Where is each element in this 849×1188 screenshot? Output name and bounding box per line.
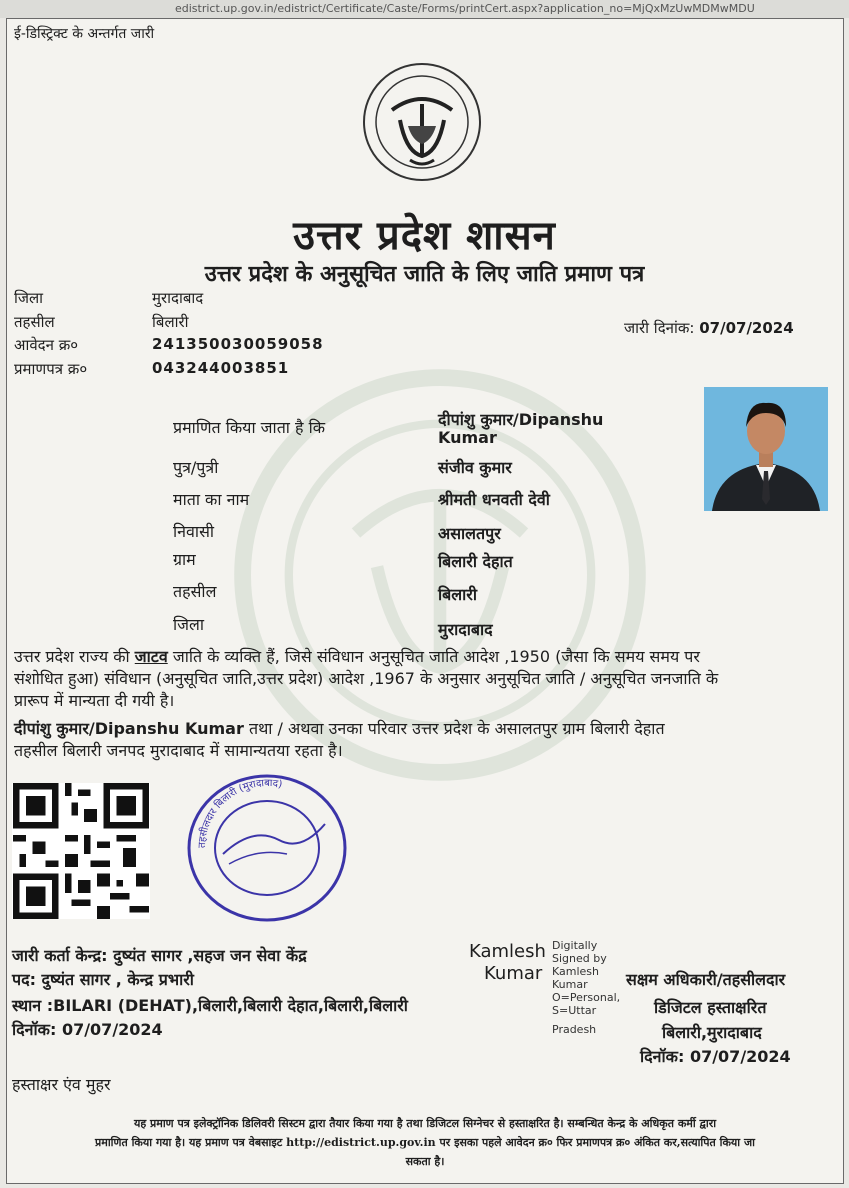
- residence-statement-name: दीपांशु कुमार/Dipanshu Kumar: [14, 719, 244, 738]
- caste-statement-start: उत्तर प्रदेश राज्य की: [14, 647, 135, 666]
- edistrict-note: ई-डिस्ट्रिक्ट के अन्तर्गत जारी: [14, 26, 155, 42]
- residence-statement-line2: तहसील बिलारी जनपद मुरादाबाद में सामान्यतया रहता है।: [14, 741, 343, 760]
- dsig-line: Digitally: [552, 939, 598, 952]
- issuer-place: स्थान :BILARI (DEHAT),बिलारी,बिलारी देहात,बिलारी,बिलारी: [12, 996, 408, 1015]
- caste-statement-line2: संशोधित हुआ) संविधान (अनुसूचित जाति,उत्तर प्रदेश) आदेश ,1967 के अनुसार अनुसूचित जाति / अनुसूचित जनजाति के: [14, 669, 719, 688]
- district-value: मुरादाबाद: [152, 289, 204, 307]
- issue-date-value: 07/07/2024: [699, 319, 794, 337]
- issue-date-label: जारी दिनांक:: [624, 319, 695, 337]
- dsig-line: O=Personal,: [552, 991, 621, 1004]
- applicant-photo: [704, 387, 828, 511]
- dsig-line: S=Uttar: [552, 1004, 597, 1017]
- district-label: जिला: [14, 289, 44, 307]
- up-government-emblem-icon: [360, 60, 484, 184]
- official-seal-stamp: [183, 772, 351, 924]
- page-subtitle: उत्तर प्रदेश के अनुसूचित जाति के लिए जाति प्रमाण पत्र: [204, 261, 645, 287]
- detail-value-village: बिलारी देहात: [438, 552, 513, 571]
- verification-note-line2: प्रमाणित किया गया है। यह प्रमाण पत्र वेबसाइट http://edistrict.up.gov.in पर इसका पहले आवेदन क्र० फिर प्रमाणपत्र क्र० अंकित कर,सत्यापित किया जा: [95, 1136, 755, 1149]
- detail-label-mother: माता का नाम: [173, 490, 250, 509]
- authority-place: बिलारी,मुरादाबाद: [662, 1023, 762, 1042]
- signature-seal-label: हस्ताक्षर एंव मुहर: [12, 1075, 111, 1094]
- dsig-line: Kumar: [552, 978, 588, 991]
- verification-note-line3: सकता है।: [405, 1155, 445, 1168]
- detail-label-son-daughter: पुत्र/पुत्री: [173, 458, 219, 477]
- dsig-line: Kamlesh: [552, 965, 600, 978]
- detail-label-tehsil: तहसील: [173, 582, 217, 601]
- certificate-number-value: 043244003851: [152, 359, 290, 377]
- competent-authority: सक्षम अधिकारी/तहसीलदार: [626, 970, 786, 989]
- seal-arc-text: तहसीलदार बिलारी (मुरादाबाद): [196, 777, 284, 849]
- authority-date: [640, 1045, 791, 1067]
- footer-date-value: 07/07/2024: [61, 1020, 163, 1039]
- digitally-signed-label: डिजिटल हस्ताक्षरित: [654, 998, 767, 1017]
- verification-note: [10, 1114, 840, 1171]
- footer-date-label: दिनॉक:: [12, 1020, 57, 1039]
- tehsil-label: तहसील: [14, 313, 55, 331]
- detail-value-name: दीपांशु कुमार/Dipanshu: [438, 410, 604, 429]
- svg-text:तहसीलदार बिलारी (मुरादाबाद): [197, 778, 283, 848]
- detail-value-tehsil: बिलारी: [438, 585, 477, 604]
- detail-value-district: मुरादाबाद: [438, 620, 493, 639]
- authority-date-value: 07/07/2024: [689, 1047, 791, 1066]
- signer-first-name: Kamlesh: [469, 941, 546, 962]
- verification-note-line1: यह प्रमाण पत्र इलेक्ट्रॉनिक डिलिवरी सिस्टम द्वारा तैयार किया गया है तथा डिजिटल सिग्नेचर से हस्ताक्षरित है। सम्बन्धित केन्द्र के अधिकृत कर्मी द्वारा: [133, 1117, 717, 1130]
- caste-name: जाटव: [134, 647, 168, 666]
- browser-url-text: edistrict.up.gov.in/edistrict/Certificate/Caste/Forms/printCert.aspx?application_no=MjQxMzUwMDMwMDU: [175, 2, 755, 15]
- caste-statement-end: जाति के व्यक्ति हैं, जिसे संविधान अनुसूचित जाति आदेश ,1950 (जैसा कि समय समय पर: [167, 647, 700, 666]
- person-photo-icon: [704, 387, 828, 511]
- digital-signature-details: [552, 939, 620, 1036]
- dsig-line: Pradesh: [552, 1023, 597, 1036]
- detail-label-certified: प्रमाणित किया जाता है कि: [173, 418, 326, 437]
- tehsil-value: बिलारी: [152, 313, 189, 331]
- authority-date-label: दिनॉक:: [640, 1047, 685, 1066]
- issuer-post: पद: दुष्यंत सागर , केन्द्र प्रभारी: [12, 970, 194, 989]
- detail-label-resident: निवासी: [173, 522, 215, 541]
- issue-date: [624, 318, 794, 338]
- signer-last-name: Kumar: [484, 963, 543, 984]
- residence-statement: [14, 718, 824, 762]
- detail-label-village: ग्राम: [173, 550, 196, 569]
- detail-value-father: संजीव कुमार: [438, 458, 512, 477]
- detail-value-mother: श्रीमती धनवती देवी: [438, 490, 550, 509]
- page-title: उत्तर प्रदेश शासन: [293, 212, 556, 259]
- application-number-label: आवेदन क्र०: [14, 336, 79, 354]
- qr-code-icon: [12, 783, 150, 919]
- browser-url-bar[interactable]: [0, 0, 849, 18]
- application-number-value: 241350030059058: [152, 335, 324, 353]
- caste-statement-line3: प्रारूप में मान्यता दी गयी है।: [14, 691, 175, 710]
- issue-date-footer: [12, 1018, 163, 1040]
- certificate-number-label: प्रमाणपत्र क्र०: [14, 360, 88, 378]
- detail-value-name-cont: Kumar: [438, 428, 497, 447]
- detail-label-district: जिला: [173, 615, 205, 634]
- dsig-line: Signed by: [552, 952, 607, 965]
- issuing-centre: जारी कर्ता केन्द्र: दुष्यंत सागर ,सहज जन सेवा केंद्र: [12, 946, 307, 965]
- residence-statement-rest: तथा / अथवा उनका परिवार उत्तर प्रदेश के असालतपुर ग्राम बिलारी देहात: [243, 719, 665, 738]
- detail-value-resident: असालतपुर: [438, 524, 501, 543]
- caste-statement: [14, 646, 824, 712]
